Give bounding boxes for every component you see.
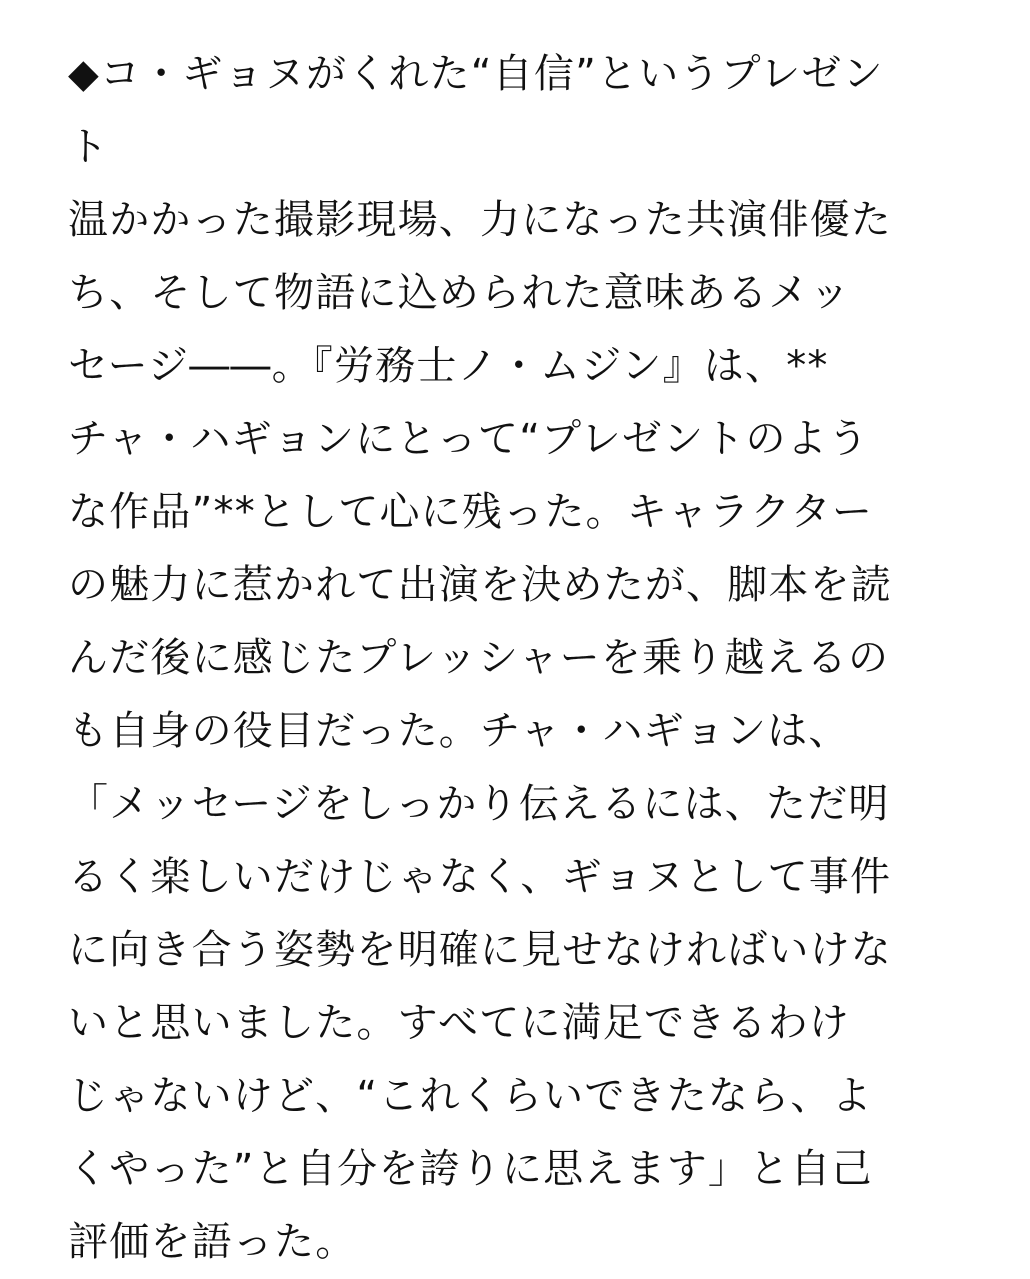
body-line-11: に向き合う姿勢を明確に見せなければいけな: [68, 927, 892, 973]
body-line-15: 評価を語った。: [68, 1219, 357, 1265]
body-line-9: 「メッセージをしっかり伝えるには、ただ明: [68, 781, 890, 827]
body-line-2: ち、そして物語に込められた意味あるメッ: [68, 270, 851, 316]
article-text: [68, 38, 968, 1279]
body-line-12: いと思いました。すべてに満足できるわけ: [68, 1000, 850, 1046]
heading-line-1: ◆コ・ギョヌがくれた“自信”というプレゼン: [68, 51, 884, 97]
body-line-10: るく楽しいだけじゃなく、ギョヌとして事件: [68, 854, 892, 900]
body-line-6: の魅力に惹かれて出演を決めたが、脚本を読: [68, 562, 892, 608]
body-line-7: んだ後に感じたプレッシャーを乗り越えるの: [68, 635, 890, 681]
body-line-8: も自身の役目だった。チャ・ハギョンは、: [68, 708, 850, 754]
body-line-5: な作品”**として心に残った。キャラクター: [68, 489, 874, 535]
body-line-4: チャ・ハギョンにとって“プレゼントのよう: [68, 416, 870, 462]
heading-line-2: ト: [68, 124, 110, 170]
body-line-14: くやった”と自分を誇りに思えます」と自己: [68, 1146, 873, 1192]
body-line-13: じゃないけど、“これくらいできたなら、よ: [68, 1073, 873, 1119]
body-line-1: 温かかった撮影現場、力になった共演俳優た: [68, 197, 892, 243]
body-line-3: セージ――。『労務士ノ・ムジン』は、**: [68, 343, 829, 389]
